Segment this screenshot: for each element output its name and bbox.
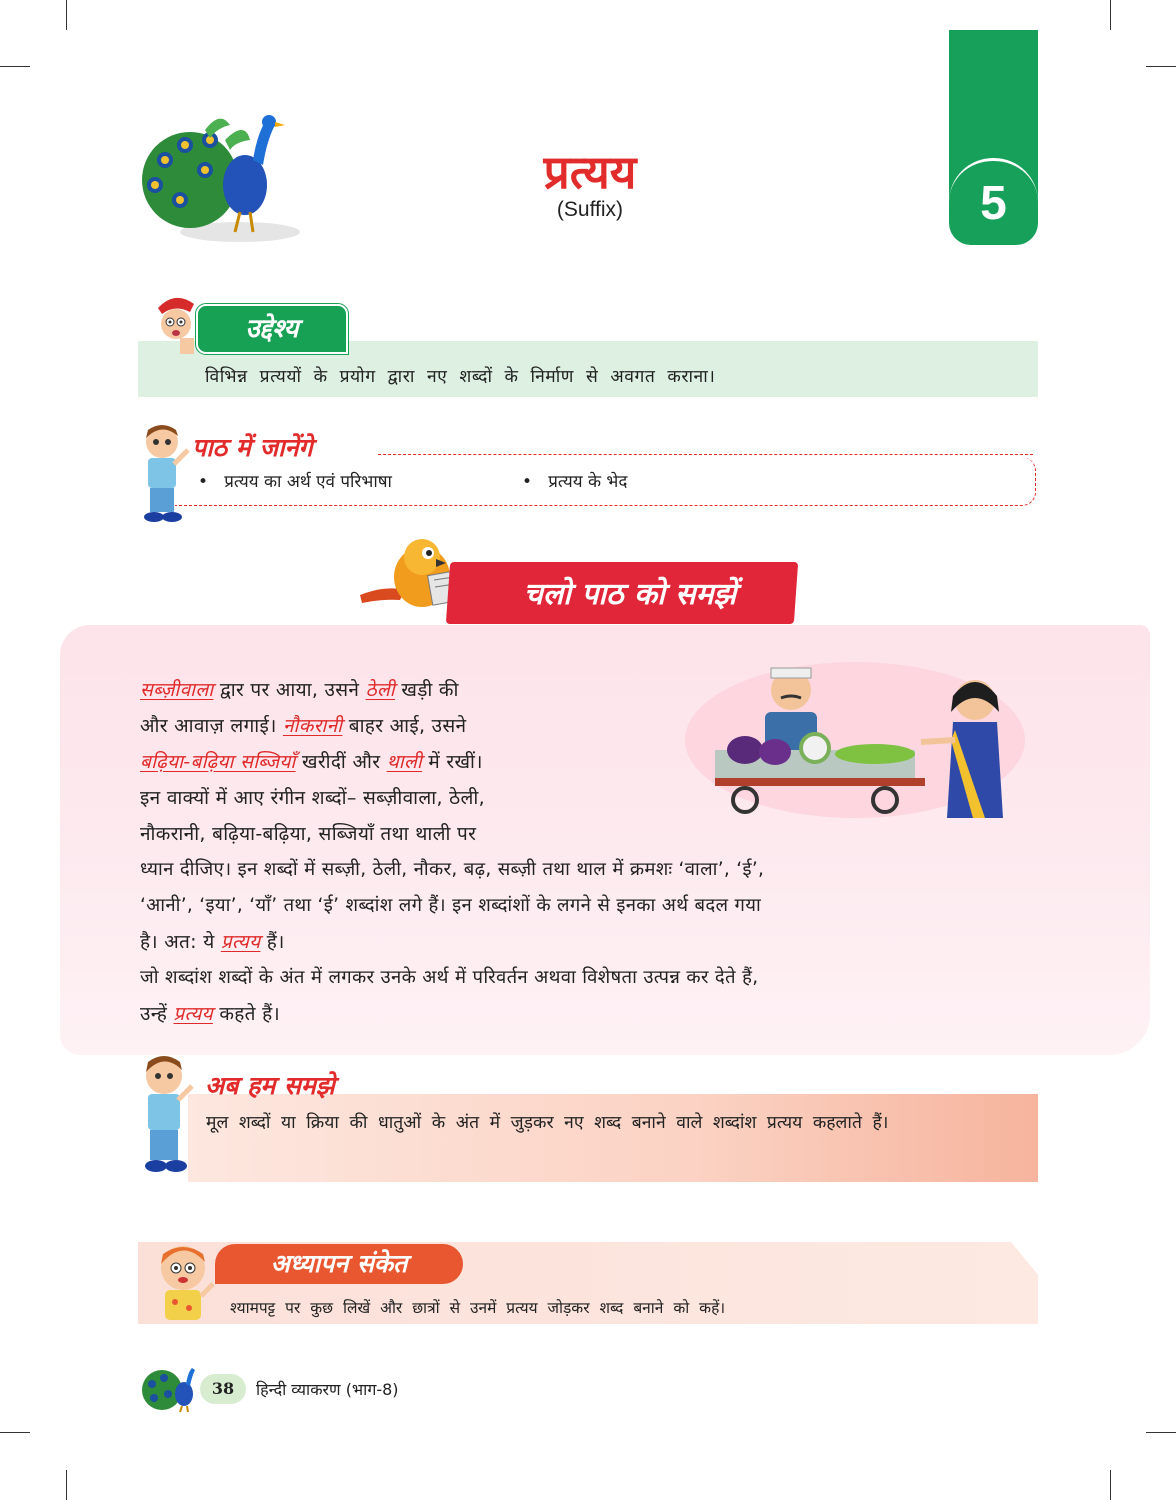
lesson-line: जो शब्दांश शब्दों के अंत में लगकर उनके अर्थ में परिवर्तन अथवा विशेषता उत्पन्न कर देते हैं, <box>140 967 759 988</box>
page-number: 38 <box>200 1374 246 1404</box>
crop-mark <box>0 66 30 67</box>
lesson-text: है। अत: ये <box>140 931 221 953</box>
objective-text: विभिन्न प्रत्ययों के प्रयोग द्वारा नए शब्दों के निर्माण से अवगत कराना। <box>205 367 716 387</box>
lesson-text: द्वार पर आया, उसने <box>213 679 366 701</box>
crop-mark <box>1146 66 1176 67</box>
lesson-line <box>140 708 466 744</box>
chapter-title: प्रत्यय <box>543 145 637 199</box>
lesson-text: बाहर आई, उसने <box>342 715 467 737</box>
highlight-word: नौकरानी <box>282 715 343 737</box>
book-title: हिन्दी व्याकरण (भाग-8) <box>256 1380 399 1399</box>
lesson-text: खड़ी की <box>395 679 459 701</box>
lesson-line <box>140 744 483 780</box>
crop-mark <box>66 1470 67 1500</box>
bird-reading-illustration <box>360 535 460 615</box>
lesson-text: उन्हें <box>140 1003 174 1025</box>
lesson-text: हैं। <box>260 931 285 953</box>
chapter-number: 5 <box>980 177 1007 230</box>
understood-label: अब हम समझे <box>205 1071 335 1100</box>
boy-peeking-illustration <box>150 290 200 356</box>
section-banner-text: चलो पाठ को समझें <box>523 577 737 612</box>
list-item-text: प्रत्यय के भेद <box>548 472 628 492</box>
understood-text: मूल शब्दों या क्रिया की धातुओं के अंत में जुड़कर नए शब्द बनाने वाले शब्दांश प्रत्यय कहलाते हैं। <box>206 1113 889 1133</box>
peacock-footer-icon <box>140 1362 202 1414</box>
list-item: • प्रत्यय का अर्थ एवं परिभाषा <box>198 472 392 492</box>
highlight-word: ठेली <box>365 679 396 701</box>
lesson-line <box>140 672 459 708</box>
crop-mark <box>1110 1470 1111 1500</box>
chapter-subtitle: (Suffix) <box>556 198 624 221</box>
divider <box>378 454 1033 455</box>
lesson-line: ‘आनी’, ‘इया’, ‘याँ’ तथा ‘ई’ शब्दांश लगे हैं। इन शब्दांशों के लगने से इनका अर्थ बदल गया <box>140 895 762 916</box>
highlight-word: थाली <box>386 751 423 773</box>
lesson-text: कहते हैं। <box>212 1003 280 1025</box>
highlight-word: प्रत्यय <box>173 1003 213 1025</box>
lesson-line <box>140 924 285 960</box>
lesson-line: इन वाक्यों में आए रंगीन शब्दों– सब्ज़ीवाला, ठेली, <box>140 787 485 809</box>
lesson-text: खरीदीं और <box>295 751 387 773</box>
crop-mark <box>0 1432 30 1433</box>
highlight-word: सब्ज़ीवाला <box>140 679 214 701</box>
teaching-label: अध्यापन संकेत <box>215 1244 463 1284</box>
crop-mark <box>66 0 67 30</box>
lesson-text: और आवाज़ लगाई। <box>140 715 283 737</box>
lesson-line: ध्यान दीजिए। इन शब्दों में सब्ज़ी, ठेली, नौकर, बढ़, सब्ज़ी तथा थाल में क्रमशः ‘वाला’, ‘ई’, <box>140 859 765 880</box>
highlight-word: प्रत्यय <box>220 931 261 953</box>
crop-mark <box>1146 1432 1176 1433</box>
list-item-text: प्रत्यय का अर्थ एवं परिभाषा <box>224 472 392 492</box>
highlight-word: बढ़िया-बढ़िया सब्जियाँ <box>140 751 296 773</box>
objective-label: उद्देश्य <box>196 304 348 354</box>
lesson-line: नौकरानी, बढ़िया-बढ़िया, सब्जियाँ तथा थाली पर <box>140 823 477 845</box>
vendor-cart-illustration <box>685 650 1030 820</box>
learn-label: पाठ में जानेंगे <box>192 433 313 462</box>
list-item: • प्रत्यय के भेद <box>522 472 628 492</box>
boy-waving-illustration <box>155 1240 217 1324</box>
lesson-text: में रखीं। <box>422 751 483 773</box>
lesson-line <box>140 996 280 1032</box>
teaching-text: श्यामपट्ट पर कुछ लिखें और छात्रों से उनमें प्रत्यय जोड़कर शब्द बनाने को कहें। <box>230 1299 726 1317</box>
crop-mark <box>1110 0 1111 30</box>
boy-pointing-illustration <box>138 1050 194 1176</box>
peacock-illustration <box>135 100 305 245</box>
